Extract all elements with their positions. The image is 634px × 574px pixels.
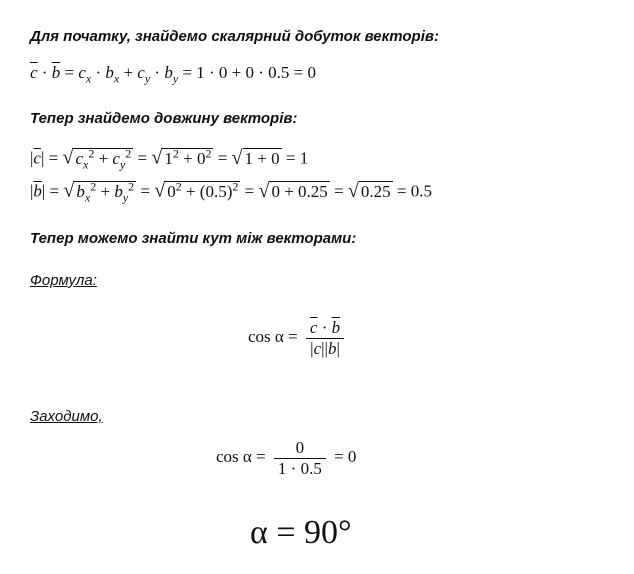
cos-numerator: 0 (274, 438, 326, 459)
heading-angle: Тепер можемо знайти кут між векторами: (30, 230, 357, 247)
substitution-label: Заходимо, (30, 408, 103, 425)
formula-label: Формула: (30, 272, 97, 289)
final-angle: α = 90° (250, 514, 352, 551)
heading-vector-length: Тепер знайдемо довжину векторів: (30, 110, 298, 127)
cos-substitution (216, 438, 356, 478)
cos-substitution-label: cos α = (216, 446, 266, 466)
length-c-result: = 1 (285, 148, 309, 168)
cos-denominator: 1 · 0.5 (277, 458, 322, 478)
heading-dot-product: Для початку, знайдемо скалярний добуток векторів: (30, 28, 439, 45)
length-b-result: = 0.5 (396, 181, 432, 201)
cos-result: = 0 (334, 446, 357, 466)
length-b-equation: $|\overline{b}|$ = √ $b_x^2 + b_y^2$ = √ $0^2 + (0.5)^2$ = √ 0 + 0.25 = √ 0.25 = 0.5 (30, 179, 432, 205)
cos-formula: cos α = $\frac{\overline{c} \cdot \overline{b}}{|\overline{c}||\overline{b}|}$ (248, 318, 348, 358)
cos-formula-label: cos α = (248, 326, 298, 346)
length-c-equation: $|\overline{c}|$ = √ $c_x^2 + c_y^2$ = √ $1^2 + 0^2$ = √ 1 + 0 = 1 (30, 146, 309, 172)
dot-product-equation: $\overline{c} \cdot \overline{b} = c_x \cdot b_x + c_y \cdot b_y = 1 \cdot 0 + 0 \cdot 0.5 = 0$ (30, 63, 316, 86)
dot-product-result: = 1 · 0 + 0 · 0.5 = 0 (182, 63, 316, 82)
